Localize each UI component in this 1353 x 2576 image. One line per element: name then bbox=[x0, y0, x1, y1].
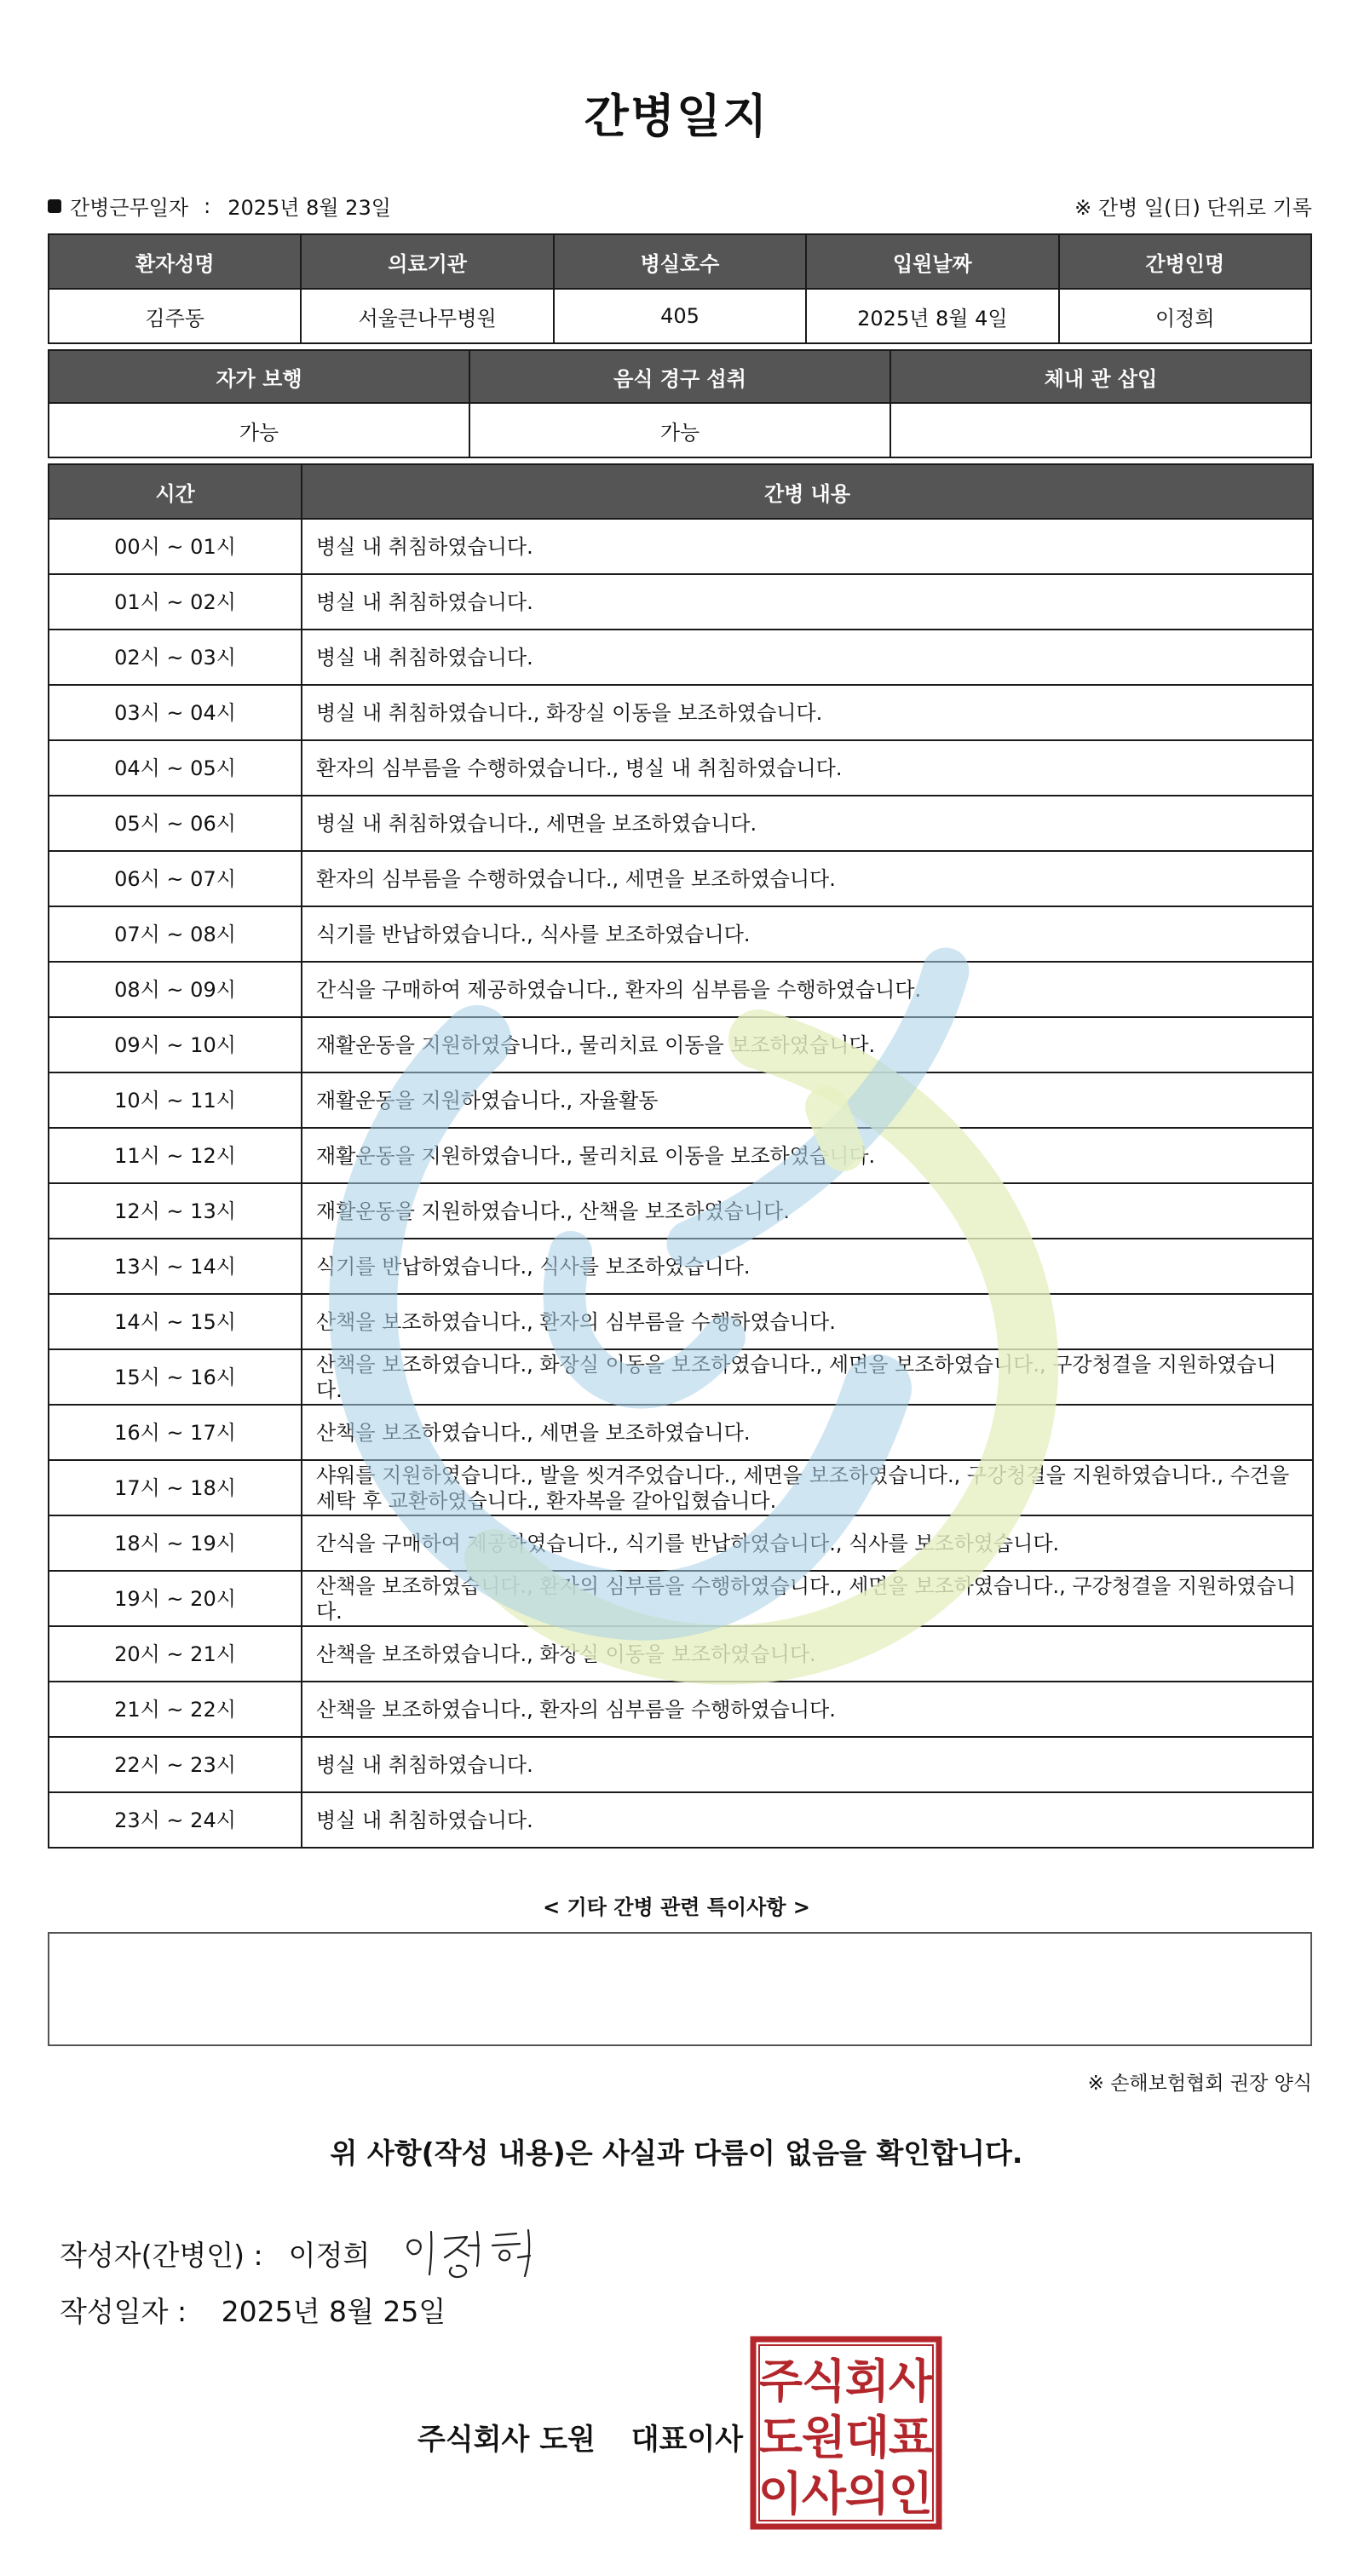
log-time: 06시 ~ 07시 bbox=[49, 851, 302, 906]
seal-character: 의 bbox=[844, 2467, 890, 2521]
table-row bbox=[49, 1737, 1313, 1792]
page-title: 간병일지 bbox=[584, 89, 769, 143]
header-patient-name: 환자성명 bbox=[49, 234, 301, 289]
table-row bbox=[49, 796, 1313, 851]
log-time: 14시 ~ 15시 bbox=[49, 1294, 302, 1349]
meta-row bbox=[48, 191, 1312, 220]
log-time: 21시 ~ 22시 bbox=[49, 1682, 302, 1737]
log-content: 샤워를 지원하였습니다., 발을 씻겨주었습니다., 세면을 보조하였습니다., 구강청결을 지원하였습니다., 수건을 세탁 후 교환하였습니다., 환자복을 갈아입혔습니다. bbox=[302, 1460, 1313, 1515]
log-content: 환자의 심부름을 수행하였습니다., 세면을 보조하였습니다. bbox=[302, 851, 1313, 906]
tube-insertion-value bbox=[890, 403, 1311, 457]
log-time: 23시 ~ 24시 bbox=[49, 1792, 302, 1848]
table-row bbox=[49, 1460, 1313, 1515]
status-header-row bbox=[49, 350, 1311, 403]
writer-label: 작성자(간병인) : bbox=[60, 2238, 263, 2272]
table-row bbox=[49, 574, 1313, 630]
table-row bbox=[49, 962, 1313, 1017]
handwritten-signature bbox=[400, 2223, 545, 2283]
unit-note: ※ 간병 일(日) 단위로 기록 bbox=[1074, 196, 1312, 220]
log-content: 재활운동을 지원하였습니다., 산책을 보조하였습니다. bbox=[302, 1183, 1313, 1239]
work-date-separator: : bbox=[204, 193, 211, 218]
seal-character: 식 bbox=[801, 2355, 847, 2408]
log-content: 산책을 보조하였습니다., 환자의 심부름을 수행하였습니다. bbox=[302, 1294, 1313, 1349]
seal-character: 주 bbox=[757, 2355, 803, 2408]
log-time: 05시 ~ 06시 bbox=[49, 796, 302, 851]
table-row bbox=[49, 1349, 1313, 1405]
log-time: 01시 ~ 02시 bbox=[49, 574, 302, 630]
log-content: 산책을 보조하였습니다., 세면을 보조하였습니다. bbox=[302, 1405, 1313, 1460]
seal-character: 도 bbox=[757, 2411, 803, 2464]
writer-name: 이정희 bbox=[288, 2238, 371, 2272]
work-date-value: 2025년 8월 23일 bbox=[227, 196, 391, 220]
patient-value-row bbox=[49, 289, 1311, 343]
seal-character: 표 bbox=[888, 2411, 934, 2464]
log-time: 03시 ~ 04시 bbox=[49, 685, 302, 740]
write-date-label: 작성일자 : bbox=[60, 2295, 187, 2328]
table-row bbox=[49, 1183, 1313, 1239]
log-time: 02시 ~ 03시 bbox=[49, 630, 302, 685]
log-content: 산책을 보조하였습니다., 화장실 이동을 보조하였습니다., 세면을 보조하였습니다., 구강청결을 지원하였습니다. bbox=[302, 1349, 1313, 1405]
log-content: 병실 내 취침하였습니다. bbox=[302, 574, 1313, 630]
log-rows bbox=[49, 519, 1313, 1848]
log-time: 10시 ~ 11시 bbox=[49, 1072, 302, 1128]
log-time: 16시 ~ 17시 bbox=[49, 1405, 302, 1460]
table-row bbox=[49, 1405, 1313, 1460]
log-content: 병실 내 취침하였습니다., 화장실 이동을 보조하였습니다. bbox=[302, 685, 1313, 740]
seal-character: 사 bbox=[888, 2355, 934, 2408]
write-date-line bbox=[60, 2290, 446, 2330]
patient-header-row bbox=[49, 234, 1311, 289]
admission-date: 2025년 8월 4일 bbox=[806, 289, 1058, 343]
seal-character: 대 bbox=[844, 2411, 890, 2464]
log-content: 간식을 구매하여 제공하였습니다., 식기를 반납하였습니다., 식사를 보조하였습니다. bbox=[302, 1515, 1313, 1571]
log-time: 07시 ~ 08시 bbox=[49, 906, 302, 962]
seal-character: 인 bbox=[888, 2467, 934, 2521]
notes-box bbox=[48, 1932, 1312, 2046]
log-time: 19시 ~ 20시 bbox=[49, 1571, 302, 1626]
seal-character: 이 bbox=[757, 2467, 803, 2521]
log-content: 재활운동을 지원하였습니다., 물리치료 이동을 보조하였습니다. bbox=[302, 1017, 1313, 1072]
log-content: 재활운동을 지원하였습니다., 자율활동 bbox=[302, 1072, 1313, 1128]
seal-characters bbox=[758, 2355, 934, 2521]
company-representative: 대표이사 bbox=[630, 2423, 744, 2457]
writer-line bbox=[60, 2223, 545, 2283]
log-content: 병실 내 취침하였습니다. bbox=[302, 519, 1313, 574]
log-content: 재활운동을 지원하였습니다., 물리치료 이동을 보조하였습니다. bbox=[302, 1128, 1313, 1183]
write-date-value: 2025년 8월 25일 bbox=[221, 2295, 446, 2328]
log-time: 22시 ~ 23시 bbox=[49, 1737, 302, 1792]
company-seal bbox=[750, 2336, 942, 2530]
log-time: 09시 ~ 10시 bbox=[49, 1017, 302, 1072]
self-walking-value: 가능 bbox=[49, 403, 469, 457]
log-time: 04시 ~ 05시 bbox=[49, 740, 302, 796]
header-oral-intake: 음식 경구 섭취 bbox=[469, 350, 890, 403]
header-hospital: 의료기관 bbox=[301, 234, 553, 289]
log-content: 산책을 보조하였습니다., 화장실 이동을 보조하였습니다. bbox=[302, 1626, 1313, 1682]
log-content: 산책을 보조하였습니다., 환자의 심부름을 수행하였습니다., 세면을 보조하였습니다., 구강청결을 지원하였습니다. bbox=[302, 1571, 1313, 1626]
log-content: 식기를 반납하였습니다., 식사를 보조하였습니다. bbox=[302, 1239, 1313, 1294]
table-row bbox=[49, 685, 1313, 740]
log-time: 12시 ~ 13시 bbox=[49, 1183, 302, 1239]
seal-character: 회 bbox=[844, 2355, 890, 2408]
confirmation-statement: 위 사항(작성 내용)은 사실과 다름이 없음을 확인합니다. bbox=[330, 2136, 1023, 2170]
patient-name: 김주동 bbox=[49, 289, 301, 343]
log-content: 산책을 보조하였습니다., 환자의 심부름을 수행하였습니다. bbox=[302, 1682, 1313, 1737]
seal-character: 원 bbox=[801, 2411, 847, 2464]
table-row bbox=[49, 1239, 1313, 1294]
table-row bbox=[49, 1571, 1313, 1626]
log-time: 20시 ~ 21시 bbox=[49, 1626, 302, 1682]
table-row bbox=[49, 1017, 1313, 1072]
log-content: 병실 내 취침하였습니다. bbox=[302, 1737, 1313, 1792]
header-time: 시간 bbox=[49, 464, 302, 519]
header-care-content: 간병 내용 bbox=[302, 464, 1313, 519]
log-time: 13시 ~ 14시 bbox=[49, 1239, 302, 1294]
log-content: 간식을 구매하여 제공하였습니다., 환자의 심부름을 수행하였습니다. bbox=[302, 962, 1313, 1017]
work-date-label: 간병근무일자 bbox=[70, 196, 189, 220]
recommendation-note: ※ 손해보험협회 권장 양식 bbox=[1087, 2073, 1312, 2095]
log-content: 식기를 반납하였습니다., 식사를 보조하였습니다. bbox=[302, 906, 1313, 962]
square-bullet-icon bbox=[48, 199, 61, 213]
table-row bbox=[49, 519, 1313, 574]
log-content: 병실 내 취침하였습니다. bbox=[302, 630, 1313, 685]
patient-status-table bbox=[48, 349, 1312, 458]
company-line bbox=[417, 2416, 743, 2458]
caregiver-name: 이정희 bbox=[1059, 289, 1311, 343]
table-row bbox=[49, 1294, 1313, 1349]
header-admission-date: 입원날짜 bbox=[806, 234, 1058, 289]
log-content: 병실 내 취침하였습니다., 세면을 보조하였습니다. bbox=[302, 796, 1313, 851]
log-time: 15시 ~ 16시 bbox=[49, 1349, 302, 1405]
table-row bbox=[49, 740, 1313, 796]
status-value-row bbox=[49, 403, 1311, 457]
care-log-table bbox=[48, 463, 1314, 1849]
header-self-walking: 자가 보행 bbox=[49, 350, 469, 403]
header-room: 병실호수 bbox=[554, 234, 806, 289]
table-row bbox=[49, 1515, 1313, 1571]
log-content: 병실 내 취침하였습니다. bbox=[302, 1792, 1313, 1848]
table-row bbox=[49, 851, 1313, 906]
room-number: 405 bbox=[554, 289, 806, 343]
log-time: 11시 ~ 12시 bbox=[49, 1128, 302, 1183]
hospital-name: 서울큰나무병원 bbox=[301, 289, 553, 343]
work-date bbox=[48, 191, 391, 221]
table-row bbox=[49, 1626, 1313, 1682]
oral-intake-value: 가능 bbox=[469, 403, 890, 457]
log-time: 00시 ~ 01시 bbox=[49, 519, 302, 574]
company-name: 주식회사 도원 bbox=[417, 2423, 596, 2457]
table-row bbox=[49, 906, 1313, 962]
notes-title: < 기타 간병 관련 특이사항 > bbox=[543, 1895, 810, 1919]
seal-character: 사 bbox=[801, 2467, 847, 2521]
table-row bbox=[49, 1128, 1313, 1183]
log-time: 08시 ~ 09시 bbox=[49, 962, 302, 1017]
table-row bbox=[49, 1682, 1313, 1737]
log-time: 18시 ~ 19시 bbox=[49, 1515, 302, 1571]
log-time: 17시 ~ 18시 bbox=[49, 1460, 302, 1515]
header-tube-insertion: 체내 관 삽입 bbox=[890, 350, 1311, 403]
patient-info-table bbox=[48, 233, 1312, 344]
table-row bbox=[49, 1792, 1313, 1848]
table-row bbox=[49, 1072, 1313, 1128]
log-content: 환자의 심부름을 수행하였습니다., 병실 내 취침하였습니다. bbox=[302, 740, 1313, 796]
header-caregiver: 간병인명 bbox=[1059, 234, 1311, 289]
table-row bbox=[49, 630, 1313, 685]
log-header-row bbox=[49, 464, 1313, 519]
